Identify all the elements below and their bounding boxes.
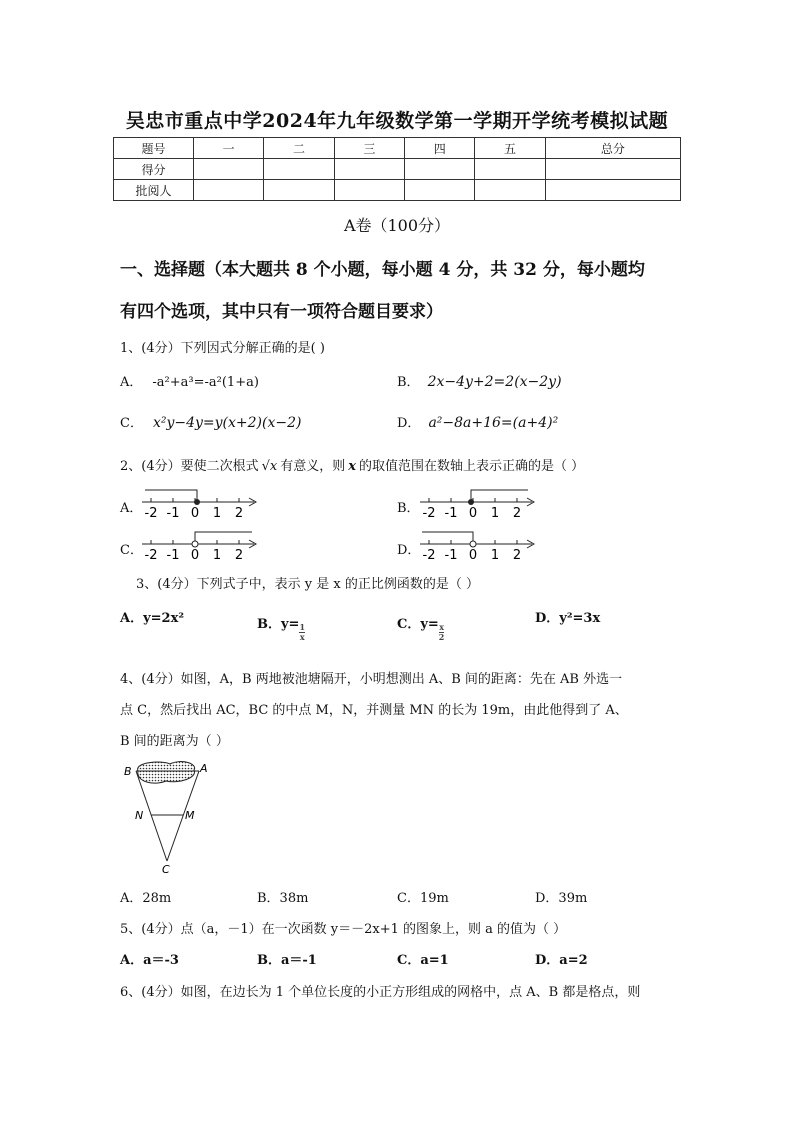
tick-label: -1: [166, 548, 180, 563]
q1-option-b-text: 2x−4y+2=2(x−2y): [427, 374, 562, 390]
fraction-numerator: 1: [299, 622, 306, 632]
q4-line2: 点 C，然后找出 AC，BC 的中点 M，N，并测量 MN 的长为 19m，由此他得到了 A、: [120, 703, 628, 718]
q1-option-a-text: -a²+a³=-a²(1+a): [152, 375, 259, 390]
score-header-cell: 总分: [545, 138, 680, 159]
q4-line1: 4、(4分）如图，A，B 两地被池塘隔开，小明想测出 A、B 间的距离：先在 AB 外选一: [120, 672, 623, 687]
q2-number-line-a: [140, 484, 260, 522]
q2-number-line-c: [140, 526, 260, 564]
score-cell[interactable]: [405, 159, 475, 180]
q4-option-b[interactable]: B．38m: [257, 891, 309, 906]
volume-heading: A卷（100分）: [343, 216, 451, 235]
q2-option-a-label[interactable]: A．: [120, 501, 143, 516]
tick-label: 1: [490, 506, 500, 521]
q3-option-a[interactable]: A．y=2x²: [120, 611, 185, 626]
q3-stem: 3、(4分）下列式子中，表示 y 是 x 的正比例函数的是（ ）: [136, 577, 479, 592]
q5-option-b[interactable]: B．a＝-1: [257, 953, 317, 968]
score-header-cell: 二: [264, 138, 334, 159]
point-label-a: A: [200, 762, 208, 775]
q1-option-c[interactable]: [120, 412, 301, 431]
q3-option-b-label: B．y=: [257, 617, 300, 632]
tick-label: 2: [234, 506, 244, 521]
q2-option-c-label[interactable]: C．: [120, 543, 143, 558]
q2-number-line-d: [418, 526, 538, 564]
q3-option-b[interactable]: [257, 607, 305, 642]
q4-line3: B 间的距离为（ ）: [120, 734, 229, 749]
q5-stem: 5、(4分）点（a，－1）在一次函数 y＝－2x+1 的图象上，则 a 的值为（ ）: [120, 922, 567, 937]
q3-option-d[interactable]: D．y²=3x: [535, 611, 601, 626]
q1-option-d[interactable]: [397, 412, 558, 431]
reviewer-cell[interactable]: [264, 180, 334, 201]
fraction-numerator: x: [439, 622, 444, 632]
q2-stem-part-c: 的取值范围在数轴上表示正确的是（ ）: [359, 459, 585, 474]
score-table: [113, 137, 681, 201]
score-cell[interactable]: [545, 159, 680, 180]
tick-label: 0: [468, 506, 478, 521]
tick-label: 0: [190, 548, 200, 563]
q3-option-c-label: C．y=: [397, 617, 439, 632]
tick-label: -2: [422, 506, 436, 521]
tick-label: -2: [144, 506, 158, 521]
score-header-cell: 四: [405, 138, 475, 159]
score-cell[interactable]: [475, 159, 545, 180]
score-table-header-row: [114, 138, 681, 159]
q2-stem-part-a: 2、(4分）要使二次根式: [120, 459, 259, 474]
fraction-denominator: x: [299, 632, 305, 642]
q1-option-d-text: a²−8a+16=(a+4)²: [428, 415, 559, 431]
tick-label: -1: [444, 548, 458, 563]
q4-option-a[interactable]: A．28m: [120, 891, 172, 906]
reviewer-row-label: 批阅人: [114, 180, 194, 201]
score-cell[interactable]: [264, 159, 334, 180]
tick-label: 1: [212, 548, 222, 563]
reviewer-cell[interactable]: [405, 180, 475, 201]
q6-stem: 6、(4分）如图，在边长为 1 个单位长度的小正方形组成的网格中，点 A、B 都是格点，则: [120, 985, 641, 1000]
reviewer-cell[interactable]: [545, 180, 680, 201]
q5-option-a[interactable]: A．a＝-3: [120, 953, 179, 968]
tick-label: 2: [234, 548, 244, 563]
q1-option-b[interactable]: [397, 371, 562, 390]
q1-option-b-label: B．: [397, 375, 420, 390]
section-heading-line2: 有四个选项，其中只有一项符合题目要求）: [120, 302, 443, 322]
tick-label: 1: [212, 506, 222, 521]
reviewer-cell[interactable]: [475, 180, 545, 201]
q5-option-d[interactable]: D．a=2: [535, 953, 588, 968]
q1-option-c-text: x²y−4y=y(x+2)(x−2): [152, 415, 302, 431]
q1-option-c-label: C．: [120, 416, 143, 431]
tick-label: -1: [166, 506, 180, 521]
tick-label: 2: [512, 506, 522, 521]
reviewer-cell[interactable]: [334, 180, 404, 201]
score-header-cell: 三: [334, 138, 404, 159]
q1-option-a[interactable]: [120, 371, 259, 390]
tick-label: -2: [422, 548, 436, 563]
score-row: [114, 159, 681, 180]
tick-label: -1: [444, 506, 458, 521]
tick-label: 0: [190, 506, 200, 521]
tick-label: 1: [490, 548, 500, 563]
q2-option-b-label[interactable]: B．: [397, 501, 420, 516]
point-label-c: C: [162, 863, 170, 876]
q4-option-d[interactable]: D．39m: [535, 891, 588, 906]
score-header-cell: 题号: [114, 138, 194, 159]
point-label-n: N: [135, 809, 144, 822]
point-label-b: B: [124, 765, 132, 778]
q1-option-a-label: A．: [120, 375, 143, 390]
q4-option-c[interactable]: C．19m: [397, 891, 449, 906]
reviewer-row: [114, 180, 681, 201]
q5-option-c[interactable]: C．a=1: [397, 953, 449, 968]
exam-title: 吴忠市重点中学2024年九年级数学第一学期开学统考模拟试题: [125, 110, 669, 132]
section-heading-line1: 一、选择题（本大题共 8 个小题，每小题 4 分，共 32 分，每小题均: [120, 260, 645, 280]
score-cell[interactable]: [194, 159, 264, 180]
q4-pond-triangle-figure: [118, 758, 218, 876]
fraction-denominator: 2: [438, 632, 445, 642]
q2-stem-part-b: 有意义，则: [280, 459, 346, 474]
score-cell[interactable]: [334, 159, 404, 180]
q1-option-d-label: D．: [397, 416, 421, 431]
pond-shape: [138, 762, 195, 784]
q2-stem: [120, 455, 584, 474]
q2-option-d-label[interactable]: D．: [397, 543, 421, 558]
q2-variable: x: [348, 459, 357, 474]
q2-number-line-b: [418, 484, 538, 522]
tick-label: 2: [512, 548, 522, 563]
q3-option-c[interactable]: [397, 607, 444, 642]
tick-label: 0: [468, 548, 478, 563]
tick-label: -2: [144, 548, 158, 563]
score-header-cell: 五: [475, 138, 545, 159]
score-header-cell: 一: [194, 138, 264, 159]
score-row-label: 得分: [114, 159, 194, 180]
reviewer-cell[interactable]: [194, 180, 264, 201]
q3-option-b-fraction: [299, 623, 305, 642]
q3-option-c-fraction: [439, 623, 445, 642]
q1-stem: 1、(4分）下列因式分解正确的是( ): [120, 341, 325, 356]
q2-radical: √x: [261, 459, 278, 474]
point-label-m: M: [185, 809, 195, 822]
